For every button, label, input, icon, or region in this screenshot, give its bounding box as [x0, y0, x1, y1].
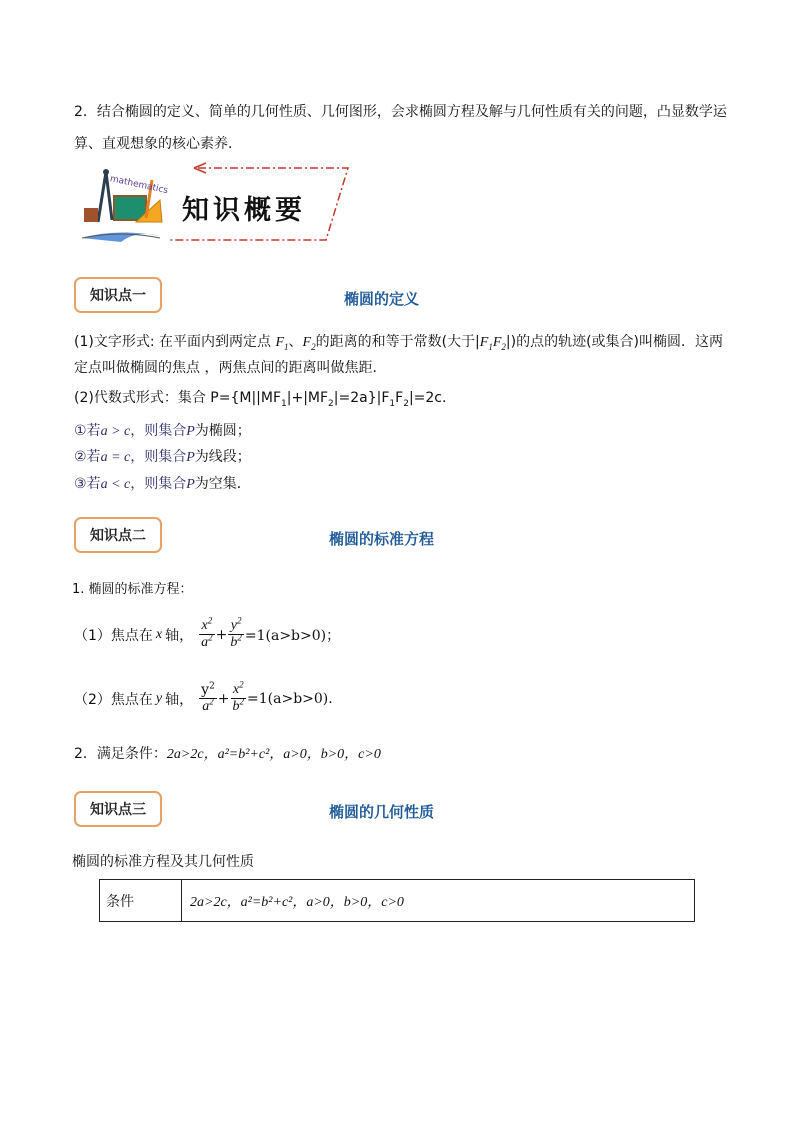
section-2-title: 椭圆的标准方程: [329, 530, 435, 548]
banner-title: 知识概要: [182, 195, 306, 226]
separator: 、: [288, 334, 303, 350]
table-cell-label: 条件: [100, 880, 182, 921]
fraction-x-over-a: $\frac{x^2}{a^2}$: [201, 615, 213, 650]
intro-line-2: 算、直观想象的核心素养．: [74, 136, 242, 152]
focus-f1: $F_1$: [275, 335, 289, 352]
algebraic-form: (2)代数式形式：集合 $P=\{M||MF_1|+|MF_2|=2a\}|F_1F_2|=2c$.: [74, 390, 447, 409]
properties-table: [99, 879, 695, 922]
standard-equation-heading: 1. 椭圆的标准方程：: [72, 582, 193, 597]
mathematics-word: mathematics: [108, 174, 169, 197]
properties-intro: 椭圆的标准方程及其几何性质: [72, 854, 254, 870]
definition-line-1: [74, 332, 723, 353]
knowledge-point-3-box: 知识点三: [74, 791, 162, 827]
fraction-x-over-b: $\frac{x^2}{b^2}$: [232, 679, 245, 714]
conditions-line: 2．满足条件：2a>2c，a²=b²+c²，a>0，b>0，c>0: [74, 746, 381, 762]
section-3-title: 椭圆的几何性质: [329, 803, 435, 821]
definition-text-c: |)的点的轨迹(或集合)叫椭圆．这两: [505, 334, 723, 350]
case-3: ③若a < c，则集合P为空集．: [74, 476, 251, 492]
fraction-y-over-b: $\frac{y^2}{b^2}$: [230, 615, 242, 650]
equation-x-axis: （1）焦点在 x 轴， $\frac{x^2}{a^2}$ + $\frac{y^2}{b^2}$ =1(a>b>0)；: [74, 615, 341, 650]
equation-y-axis: （2）焦点在 y 轴， $\frac{y^2}{a^2}$ + $\frac{x^2}{b^2}$ =1(a>b>0).: [74, 679, 333, 714]
definition-text-b: 的距离的和等于常数(大于|: [315, 334, 480, 350]
fraction-y-over-a: $\frac{y^2}{a^2}$: [201, 681, 215, 714]
knowledge-point-2-box: 知识点二: [74, 517, 162, 553]
intro-line-1: 2．结合椭圆的定义、简单的几何性质、几何图形，会求椭圆方程及解与几何性质有关的问题，凸显数学运: [74, 104, 727, 120]
case-1: ①若a > c，则集合P为椭圆；: [74, 423, 251, 439]
knowledge-point-1-box: 知识点一: [74, 277, 162, 313]
table-cell-value: 2a>2c，a²=b²+c²，a>0，b>0，c>0: [190, 894, 404, 910]
section-1-title: 椭圆的定义: [344, 290, 420, 308]
definition-line-2: 定点叫做椭圆的焦点 ，两焦点间的距离叫做焦距．: [74, 360, 387, 376]
knowledge-banner: [76, 160, 356, 250]
focus-f2: $F_2$: [302, 335, 316, 352]
focal-segment: $F_1F_2$: [479, 335, 506, 352]
definition-text-a: (1)文字形式: 在平面内到两定点: [74, 334, 271, 350]
case-2: ②若a = c，则集合P为线段；: [74, 449, 251, 465]
